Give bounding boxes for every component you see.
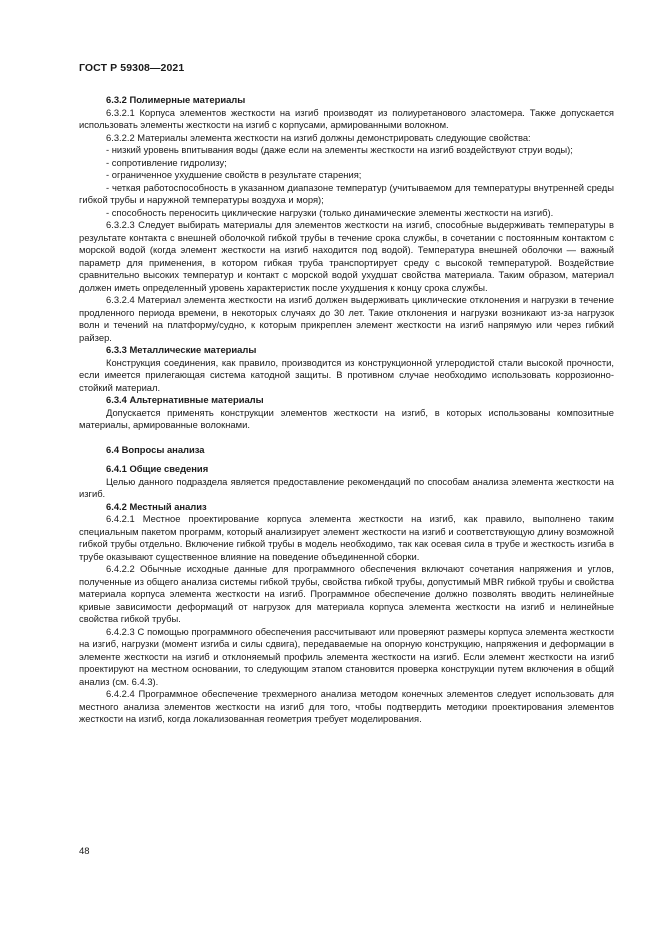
paragraph: - способность переносить циклические нагрузки (только динамические элементы жесткости на изгиб). [106, 206, 554, 218]
paragraph: - сопротивление гидролизу; [106, 156, 227, 168]
paragraph: 6.4.2.2 Обычные исходные данные для программного обеспечения включают сочетания напряжения и углов, полученные из общего анализа системы гибкой трубы, свойства гибкой трубы, допустимый MBR гибкой трубы и свойства материала корпуса элемента жесткости на изгиб. Программное обеспечение должно позволять вводить нелинейные кривые зависимости деформаций от нагрузок для материала корпуса элемента жесткости на изгиб и нелинейные свойства гибкой трубы. [79, 563, 614, 624]
page-number: 48 [79, 846, 90, 857]
paragraph: Допускается применять конструкции элементов жесткости на изгиб, в которых использованы композитные материалы, армированные волокнами. [79, 406, 614, 430]
section-heading: 6.3.4 Альтернативные материалы [106, 394, 264, 405]
paragraph: Целью данного подраздела является предоставление рекомендаций по способам анализа элемента жесткости на изгиб. [79, 475, 614, 499]
section-heading: 6.4 Вопросы анализа [106, 443, 205, 455]
paragraph: 6.4.2.4 Программное обеспечение трехмерного анализа методом конечных элементов следует использовать для местного анализа элементов жесткости на изгиб для того, чтобы подтвердить методики проектирования элементов жесткости на изгиб, когда локализованная геометрия требует моделирования. [79, 688, 614, 724]
section-heading: 6.3.3 Металлические материалы [106, 344, 257, 355]
document-body [79, 94, 614, 726]
section-heading: 6.3.2 Полимерные материалы [106, 94, 246, 105]
paragraph: 6.3.2.3 Следует выбирать материалы для элементов жесткости на изгиб, способные выдерживать температуры в результате контакта с внешней оболочкой гибкой трубы в течение срока службы, в сочетании с постоянным контактом с морской водой (когда элемент жесткости на изгиб находится под водой). Температура внешней оболочки — важный параметр для применения, в котором гибкая труба транспортирует среду с высокой температурой. Воздействие сравнительно высоких температур и контакт с морской водой ухудшат свойства материала. Таким образом, материал должен иметь определенный уровень характеристик после ухудшения к концу срока службы. [79, 219, 614, 293]
paragraph: 6.3.2.2 Материалы элемента жесткости на изгиб должны демонстрировать следующие свойства: [106, 131, 531, 143]
paragraph: - четкая работоспособность в указанном диапазоне температур (учитываемом для температуры внутренней среды гибкой трубы и наружной температуры воздуха и моря); [79, 181, 614, 205]
section-heading: 6.4.1 Общие сведения [106, 463, 209, 474]
paragraph: Конструкция соединения, как правило, производится из конструкционной углеродистой стали высокой прочности, если имеется прилегающая система катодной защиты. В противном случае необходимо использовать коррозионно-стойкий материал. [79, 356, 614, 393]
paragraph: 6.4.2.1 Местное проектирование корпуса элемента жесткости на изгиб, как правило, выполнено таким специальным пакетом программ, который анализирует элемент жесткости на изгиб и соответствующую длину возможной гибкой трубы отдельно. Включение гибкой трубы в модель необходимо, так как осевая сила в трубе и жесткость изгиба в трубе оказывают существенное влияние на поведение объединенной сборки. [79, 513, 614, 562]
paragraph: 6.4.2.3 С помощью программного обеспечения рассчитывают или проверяют размеры корпуса элемента жесткости на изгиб, нагрузки (момент изгиба и силы сдвига), передаваемые на опорную конструкцию, напряжения и деформации в элементе жесткости на изгиб и отклоняемый профиль элемента жесткости на изгиб. Если элемент жесткости на изгиб проектируют на местном основании, то следующим этапом становится проверка конструкции путем включения в общий анализ (см. 6.4.3). [79, 625, 614, 687]
document-header: ГОСТ Р 59308—2021 [79, 62, 185, 74]
paragraph: 6.3.2.1 Корпуса элементов жесткости на изгиб производят из полиуретанового эластомера. Также допускается использовать элементы жесткости на изгиб с корпусами, армированными волокном. [79, 106, 614, 130]
paragraph: 6.3.2.4 Материал элемента жесткости на изгиб должен выдерживать циклические отклонения и нагрузки в течение продленного периода времени, в некоторых случаях до 30 лет. Такие отклонения и нагрузки возникают из-за нагрузок волн и течений на платформу/судно, к которым прикреплен элемент жесткости на изгиб напрямую или через гибкий райзер. [79, 294, 614, 343]
paragraph: - ограниченное ухудшение свойств в результате старения; [106, 169, 362, 180]
paragraph: - низкий уровень впитывания воды (даже если на элементы жесткости на изгиб воздействуют струи воды); [106, 144, 573, 155]
section-heading: 6.4.2 Местный анализ [106, 500, 207, 512]
